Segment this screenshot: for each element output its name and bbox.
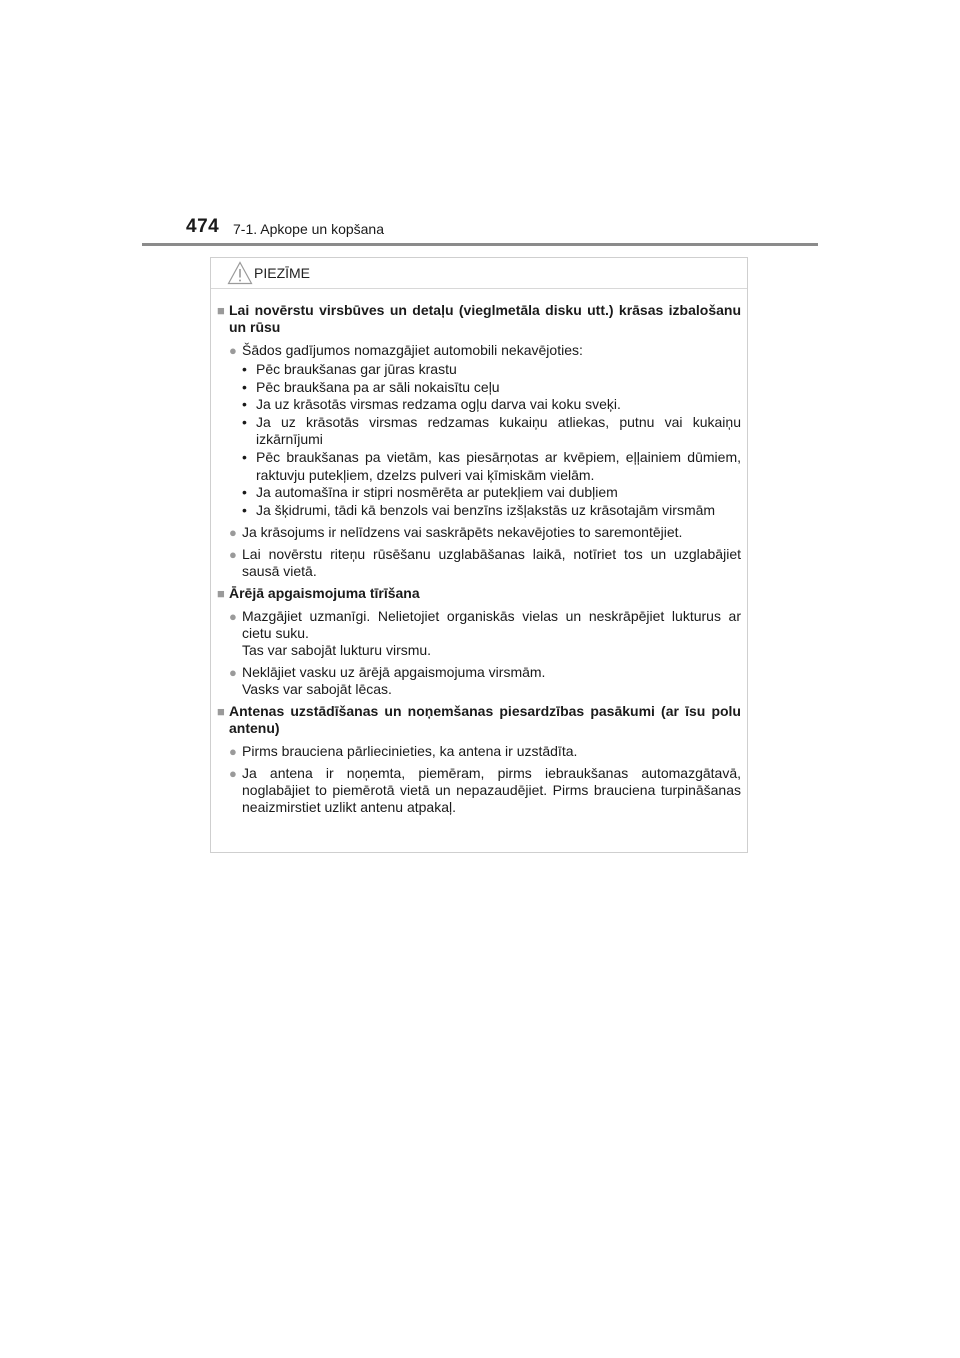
list-item: [229, 608, 741, 659]
heading-text: Ārējā apgaismojuma tīrīšana: [229, 585, 420, 602]
square-bullet-icon: ■: [217, 586, 225, 602]
circle-bullet-icon: ●: [229, 744, 237, 760]
list-item: [229, 342, 741, 519]
note-heading: [217, 703, 741, 737]
sub-item: • Ja šķidrumi, tādi kā benzols vai benzīns izšļakstās uz krāsotajām virsmām: [242, 501, 716, 518]
warning-triangle-icon: [227, 261, 253, 285]
note-heading: [217, 585, 741, 602]
circle-bullet-icon: ●: [229, 609, 237, 625]
item-text: Šādos gadījumos nomazgājiet automobili nekavējoties:: [242, 342, 583, 358]
sub-item: • Pēc braukšanas pa vietām, kas piesārņotas ar kvēpiem, eļļainiem dūmiem, raktuvju putekļiem, dzelzs pulveri vai ķīmiskām vielām.: [242, 448, 741, 483]
note-label: PIEZĪME: [254, 265, 311, 281]
note-body: [211, 289, 747, 816]
circle-bullet-icon: ●: [229, 547, 237, 563]
note-box: [210, 257, 748, 853]
sub-list: [242, 361, 741, 519]
item-text: Neklājiet vasku uz ārējā apgaismojuma virsmām.: [242, 664, 546, 681]
item-text-2: Tas var sabojāt lukturu virsmu.: [242, 642, 432, 659]
note-heading: [217, 302, 741, 336]
sub-item: • Pēc braukšana pa ar sāli nokaisītu ceļu: [242, 378, 500, 395]
item-text: Ja krāsojums ir nelīdzens vai saskrāpēts nekavējoties to saremontējiet.: [242, 524, 683, 541]
square-bullet-icon: ■: [217, 303, 225, 318]
sub-item: • Ja automašīna ir stipri nosmērēta ar putekļiem vai dubļiem: [242, 484, 618, 501]
list-item: [229, 765, 741, 816]
list-item: [229, 664, 741, 698]
list-item: [229, 546, 741, 580]
section-title: 7-1. Apkope un kopšana: [233, 221, 385, 237]
circle-bullet-icon: ●: [229, 665, 237, 681]
item-text: Lai novērstu riteņu rūsēšanu uzglabāšanas laikā, notīriet tos un uzglabājiet sausā vietā.: [242, 546, 741, 580]
page-number: 474: [186, 216, 220, 237]
sub-item: • Ja uz krāsotās virsmas redzama ogļu darva vai koku sveķi.: [242, 396, 621, 413]
item-text: Pirms brauciena pārliecinieties, ka antena ir uzstādīta.: [242, 743, 578, 760]
heading-text: Lai novērstu virsbūves un detaļu (vieglmetāla disku utt.) krāsas izbalošanu un rūsu: [229, 302, 741, 335]
heading-text: Antenas uzstādīšanas un noņemšanas piesardzības pasākumi (ar īsu polu antenu): [229, 703, 741, 737]
header-rule: [142, 243, 818, 246]
list-item: [229, 743, 741, 760]
item-text-2: Vasks var sabojāt lēcas.: [242, 681, 392, 698]
item-text: Mazgājiet uzmanīgi. Nelietojiet organiskās vielas un neskrāpējiet lukturus ar cietu suku.: [242, 608, 741, 642]
note-header: [211, 258, 747, 289]
list-item: [229, 524, 741, 541]
sub-item: • Pēc braukšanas gar jūras krastu: [242, 361, 457, 377]
sub-item: • Ja uz krāsotās virsmas redzamas kukaiņu atliekas, putnu vai kukaiņu izkārnījumi: [242, 413, 741, 448]
circle-bullet-icon: ●: [229, 525, 237, 541]
circle-bullet-icon: ●: [229, 766, 237, 782]
square-bullet-icon: ■: [217, 704, 225, 720]
circle-bullet-icon: ●: [229, 343, 237, 358]
item-text: Ja antena ir noņemta, piemēram, pirms iebraukšanas automazgātavā, noglabājiet to piemērotā vietā un nepazaudējiet. Pirms brauciena turpināšanas neaizmirstiet uzlikt antenu atpakaļ.: [242, 765, 741, 816]
